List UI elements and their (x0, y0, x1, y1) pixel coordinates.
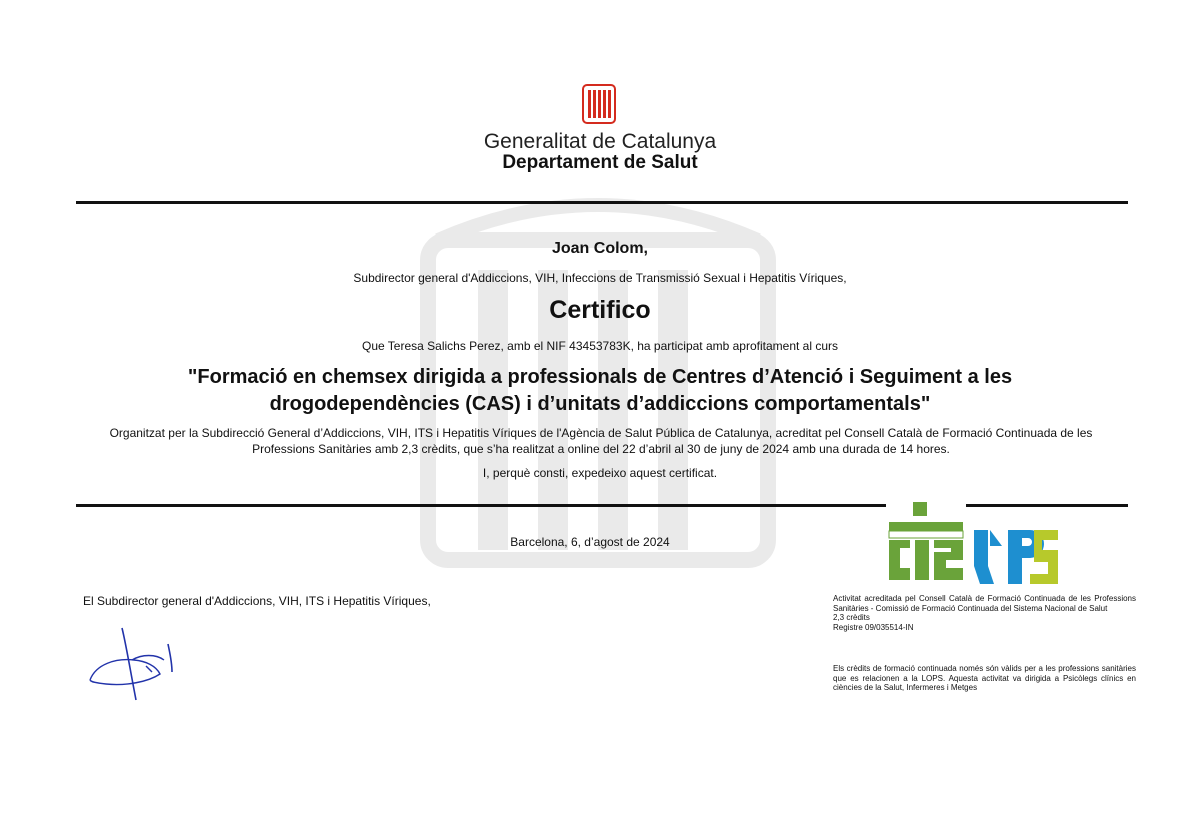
department-name: Departament de Salut (502, 152, 698, 173)
credits-note: Els crèdits de formació continuada només són vàlids per a les professions sanitàries que es relacionen a la LOPS. Aquesta activitat va dirigida a Psicòlegs clínics en ciències de la Salut, Infermeres i Metges (833, 664, 1136, 692)
signer-title: Subdirector general d'Addiccions, VIH, Infeccions de Transmissió Sexual i Hepatitis Víriques, (353, 271, 847, 285)
credits-line: 2,3 crèdits (833, 613, 870, 622)
place-date: Barcelona, 6, d’agost de 2024 (510, 535, 670, 549)
accreditation-block (833, 594, 1136, 632)
organized-text: Organitzat per la Subdirecció General d’Addiccions, VIH, ITS i Hepatitis Víriques de l'Agència de Salut Pública de Catalunya, acreditat pel Consell Català de Formació Continuada de les Professions Sanitàries amb 2,3 crèdits, que s’ha realitzat a online del 22 d’abril al 30 de juny de 2024 amb una durada de 14 hores. (109, 426, 1093, 456)
accreditation-line: Activitat acreditada pel Consell Català de Formació Continuada de les Professions Sanitàries - Comissió de Formació Continuada del Sistema Nacional de Salut (833, 594, 1136, 613)
signature-icon (86, 624, 186, 704)
senyera-emblem-icon (582, 84, 616, 124)
divider-bottom (76, 504, 1128, 507)
signature-caption: El Subdirector general d'Addiccions, VIH, ITS i Hepatitis Víriques, (83, 594, 431, 608)
signer-name: Joan Colom, (551, 240, 648, 257)
certificate-heading: Certifico (549, 296, 651, 324)
cfc-logo-icon (886, 500, 966, 584)
org-name: Generalitat de Catalunya (483, 130, 717, 153)
certificate-intro: Que Teresa Salichs Perez, amb el NIF 43453783K, ha participat amb aprofitament al curs (361, 339, 839, 353)
divider-top (76, 201, 1128, 204)
lops-logo-icon (972, 526, 1060, 586)
course-title: "Formació en chemsex dirigida a professionals de Centres d’Atenció i Seguiment a les drogodependències (CAS) i d’unitats d’addiccions comportamentals" (187, 366, 1013, 415)
registry-line: Registre 09/035514-IN (833, 622, 914, 632)
closing-line: I, perquè consti, expedeixo aquest certificat. (482, 466, 718, 480)
